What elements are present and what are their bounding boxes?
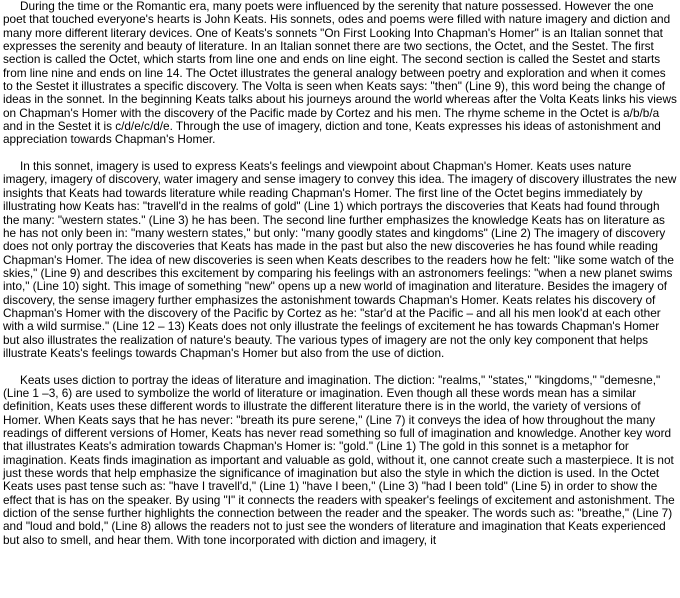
essay-paragraph-diction: Keats uses diction to portray the ideas of literature and imagination. The diction: "realms," "states," "kingdoms," "demesne," (Line 1 –3, 6) are used to symbolize the world of literature or imagination. Even though all these words mean has a similar definition, Keats uses these different words to illustrate the different literature there is in the world, the variety of versions of Homer. When Keats says that he has never: "breath its pure serene," (Line 7) it conveys the idea of how throughout the many readings of different versions of Homer, Keats has never read something so full of imagination and knowledge. Another key word that illustrates Keats's admiration towards Chapman's Homer is: "gold." (Line 1) The gold in this sonnet is a metaphor for imagination. Keats finds imagination as important and valuable as gold, without it, one cannot create such a masterpiece. It is not just these words that help emphasize the significance of imagination but also the style in which the diction is used. In the Octet Keats uses past tense such as: "have I travell'd," (Line 1) "have I been," (Line 3) "had I been told" (Line 5) in order to show the effect that is has on the speaker. By using "I" it connects the readers with speaker's feelings of excitement and astonishment. The diction of the sense further highlights the connection between the reader and the speaker. The words such as: "breathe," (Line 7) and "loud and bold," (Line 8) allows the readers not to just see the wonders of literature and imagination that Keats experienced but also to smell, and hear them. With tone incorporated with diction and imagery, it [3, 372, 675, 547]
essay-paragraph-imagery: In this sonnet, imagery is used to express Keats's feelings and viewpoint about Chapman's Homer. Keats uses nature imagery, imagery of discovery, water imagery and sense imagery to convey this idea. The imagery of discovery illustrates the new insights that Keats had towards literature while reading Chapman's Homer. The first line of the Octet begins immediately by illustrating how Keats has: "travell'd in the realms of gold" (Line 1) which portrays the discoveries that Keats had found through the many: "western states." (Line 3) he has been. The second line further emphasizes the knowledge Keats has on literature as he has not only been in: "many western states," but only: "many goodly states and kingdoms" (Line 2) The imagery of discovery does not only portray the discoveries that Keats has made in the past but also the new discoveries he has found while reading Chapman's Homer. The idea of new discoveries is seen when Keats describes to the readers how he felt: "like some watch of the skies," (Line 9) and describes this excitement by comparing his feelings with an astronomers feelings: "when a new planet swims into," (Line 10) sight. This image of something "new" opens up a new world of imagination and literature. Besides the imagery of discovery, the sense imagery further emphasizes the astonishment towards Chapman's Homer. Keats relates his discovery of Chapman's Homer with the discovery of the Pacific by Cortez as he: "star'd at the Pacific – and all his men look'd at each other with a wild surmise." (Line 12 – 13) Keats does not only illustrate the feelings of excitement he has towards Chapman's Homer but also illustrates the realization of nature's beauty. The various types of imagery are not the only key component that helps illustrate Keats's feelings towards Chapman's Homer but also from the use of diction. [3, 159, 677, 360]
essay-document [3, 0, 677, 547]
paragraph-spacer [3, 147, 677, 160]
essay-paragraph-intro: During the time or the Romantic era, many poets were influenced by the serenity that nature possessed. However the one poet that touched everyone's hearts is John Keats. His sonnets, odes and poems were filled with nature imagery and diction and many more different literary devices. One of Keats's sonnets "On First Looking Into Chapman's Homer" is an Italian sonnet that expresses the serenity and beauty of literature. In an Italian sonnet there are two sections, the Octet, and the Sestet. The first section is called the Octet, which starts from line one and ends on line eight. The second section is called the Sestet and starts from line nine and ends on line 14. The Octet illustrates the general analogy between poetry and exploration and when it comes to the Sestet it illustrates a specific discovery. The Volta is seen when Keats says: "then" (Line 9), this word being the change of ideas in the sonnet. In the beginning Keats talks about his journeys around the world whereas after the Volta Keats links his views on Chapman's Homer with the discovery of the Pacific made by Cortez and his men. The rhyme scheme in the Octet is a/b/b/a and in the Sestet it is c/d/e/c/d/e. Through the use of imagery, diction and tone, Keats expresses his ideas of astonishment and appreciation towards Chapman's Homer. [3, 0, 677, 147]
paragraph-spacer [3, 360, 677, 373]
